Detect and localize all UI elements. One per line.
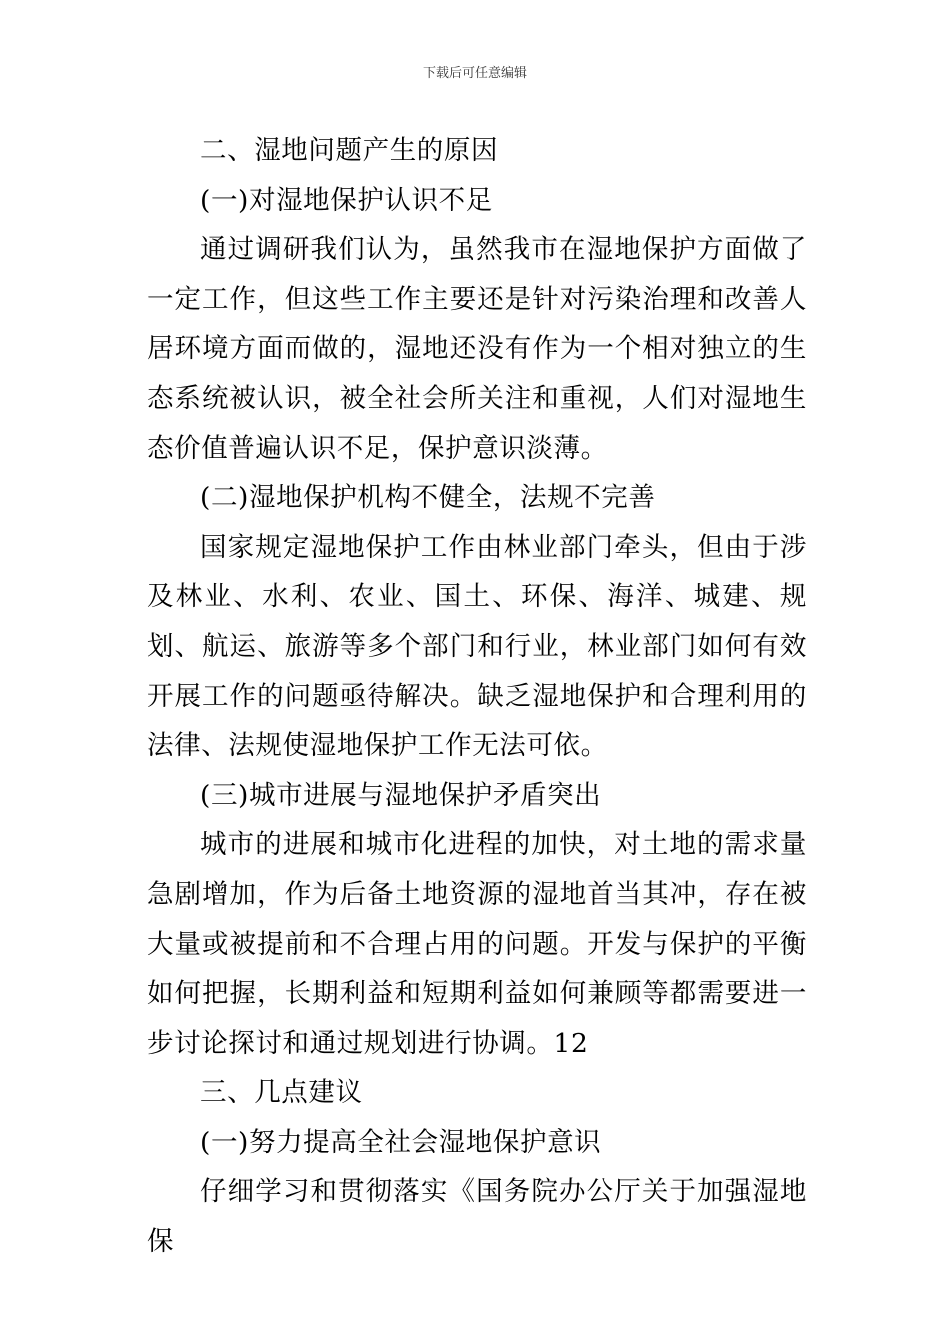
body-paragraph-awareness: 通过调研我们认为，虽然我市在湿地保护方面做了一定工作，但这些工作主要还是针对污染治理和改善人居环境方面而做的，湿地还没有作为一个相对独立的生态系统被认识，被全社会所关注和重视，人们对湿地生态价值普遍认识不足，保护意识淡薄。 — [147, 234, 807, 464]
subsection-heading-institutions: (二)湿地保护机构不健全，法规不完善 — [200, 482, 656, 514]
body-paragraph-raise-awareness: 仔细学习和贯彻落实《国务院办公厅关于加强湿地保 — [147, 1176, 807, 1258]
page-header: 下载后可任意编辑 — [422, 66, 527, 81]
subsection-heading-urban-conflict: (三)城市进展与湿地保护矛盾突出 — [200, 779, 602, 811]
subsection-heading-raise-awareness: (一)努力提高全社会湿地保护意识 — [200, 1126, 602, 1158]
subsection-heading-awareness: (一)对湿地保护认识不足 — [200, 184, 493, 216]
section-heading-causes: 二、湿地问题产生的原因 — [200, 135, 499, 166]
body-paragraph-urban-conflict: 城市的进展和城市化进程的加快，对土地的需求量急剧增加，作为后备土地资源的湿地首当其冲，存在被大量或被提前和不合理占用的问题。开发与保护的平衡如何把握，长期利益和短期利益如何兼顾等都需要进一步讨论探讨和通过规划进行协调。12 — [147, 829, 807, 1059]
body-paragraph-institutions: 国家规定湿地保护工作由林业部门牵头，但由于涉及林业、水利、农业、国土、环保、海洋、城建、规划、航运、旅游等多个部门和行业，林业部门如何有效开展工作的问题亟待解决。缺乏湿地保护和合理利用的法律、法规使湿地保护工作无法可依。 — [147, 531, 807, 762]
section-heading-suggestions: 三、几点建议 — [200, 1077, 363, 1109]
document-body — [147, 126, 807, 1267]
